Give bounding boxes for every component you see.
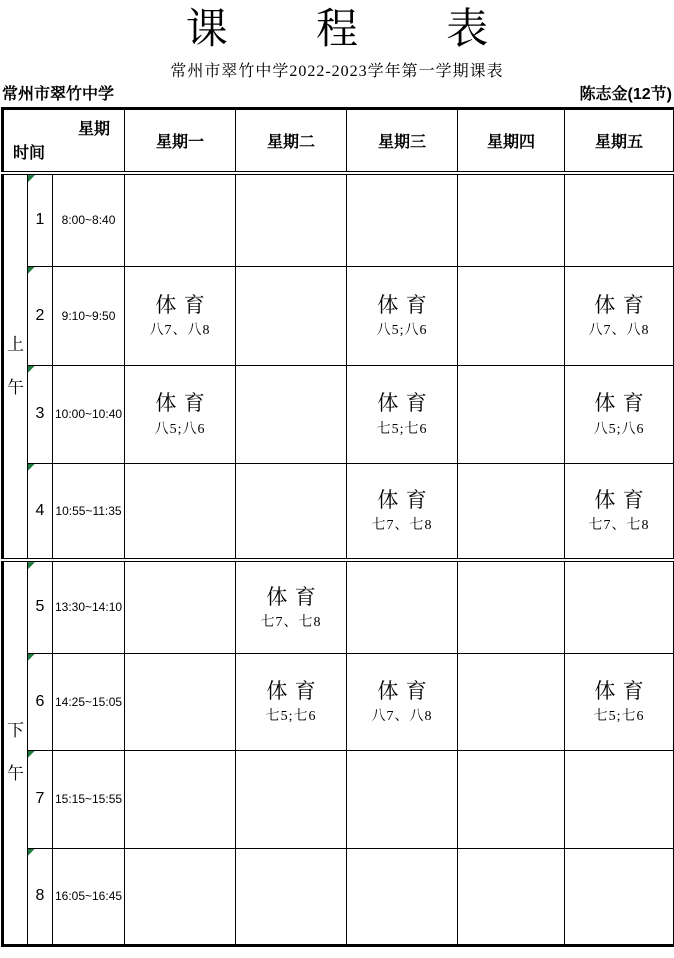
class-list-text: 七7、七8 [588,518,650,534]
class-list-text: 八5;八6 [376,323,428,339]
week-label: 星期 [78,120,111,138]
table-row [3,848,674,945]
subject-text: 体育 [377,678,435,703]
day-header-tuesday: 星期二 [236,108,347,173]
schedule-cell [125,266,236,365]
period-time: 16:05~16:45 [53,848,125,945]
info-row [0,85,674,104]
class-list-text: 七5;七6 [265,709,317,725]
table-row [3,173,674,266]
class-list-text: 八5;八6 [154,421,206,437]
schedule-cell [236,560,347,653]
schedule-cell [347,653,458,750]
school-name: 常州市翠竹中学 [2,86,115,104]
class-list-text: 八7、八8 [371,709,433,725]
schedule-cell [565,266,674,365]
schedule-cell [347,560,458,653]
table-row [3,750,674,848]
schedule-cell [565,750,674,848]
page-title: 课程表 [185,7,577,53]
period-number: 5 [28,560,53,653]
class-list-text: 八7、八8 [149,323,211,339]
subject-text: 体育 [266,584,324,609]
class-list-text: 七5;七6 [593,709,645,725]
schedule-cell [347,173,458,266]
schedule-cell [565,560,674,653]
day-header-thursday: 星期四 [458,108,565,173]
subject-text: 体育 [377,488,435,513]
day-header-friday: 星期五 [565,108,674,173]
subject-text: 体育 [594,678,652,703]
subject-text: 体育 [594,391,652,416]
schedule-cell [458,173,565,266]
period-time: 14:25~15:05 [53,653,125,750]
schedule-cell [236,848,347,945]
morning-label: 上午 [3,173,28,560]
schedule-cell [125,848,236,945]
schedule-cell [125,365,236,463]
green-triangle-icon [28,267,35,274]
schedule-cell [236,463,347,560]
green-triangle-icon [28,654,35,661]
schedule-cell [458,365,565,463]
green-triangle-icon [28,562,35,569]
table-row [3,560,674,653]
schedule-table [1,107,674,947]
subject-text: 体育 [266,678,324,703]
green-triangle-icon [28,366,35,373]
period-time: 15:15~15:55 [53,750,125,848]
schedule-cell [347,365,458,463]
corner-header [3,108,125,173]
schedule-cell [236,173,347,266]
day-header-monday: 星期一 [125,108,236,173]
schedule-cell [125,653,236,750]
table-row [3,463,674,560]
period-time: 10:55~11:35 [53,463,125,560]
schedule-cell [347,848,458,945]
schedule-cell [236,266,347,365]
schedule-cell [236,653,347,750]
subject-text: 体育 [377,391,435,416]
subject-text: 体育 [594,488,652,513]
period-number: 3 [28,365,53,463]
table-row [3,266,674,365]
schedule-cell [458,653,565,750]
afternoon-label: 下午 [3,560,28,945]
schedule-cell [458,463,565,560]
schedule-cell [125,173,236,266]
day-header-wednesday: 星期三 [347,108,458,173]
schedule-cell [125,463,236,560]
subject-text: 体育 [594,292,652,317]
schedule-cell [125,560,236,653]
period-number: 8 [28,848,53,945]
schedule-cell [565,173,674,266]
schedule-cell [347,750,458,848]
period-time: 10:00~10:40 [53,365,125,463]
green-triangle-icon [28,464,35,471]
class-list-text: 八5;八6 [593,421,645,437]
schedule-cell [347,463,458,560]
period-number: 1 [28,173,53,266]
schedule-cell [565,653,674,750]
schedule-cell [565,463,674,560]
subject-text: 体育 [155,391,213,416]
schedule-cell [236,750,347,848]
schedule-cell [458,750,565,848]
schedule-cell [458,560,565,653]
schedule-cell [125,750,236,848]
table-row [3,365,674,463]
period-number: 2 [28,266,53,365]
page-subtitle: 常州市翠竹中学2022-2023学年第一学期课表 [170,63,504,81]
green-triangle-icon [28,751,35,758]
schedule-cell [458,848,565,945]
table-row [3,653,674,750]
schedule-cell [565,848,674,945]
period-time: 9:10~9:50 [53,266,125,365]
green-triangle-icon [28,175,35,182]
period-number: 6 [28,653,53,750]
class-list-text: 八7、八8 [588,323,650,339]
class-list-text: 七7、七8 [260,614,322,630]
class-list-text: 七5;七6 [376,421,428,437]
schedule-cell [236,365,347,463]
class-list-text: 七7、七8 [371,518,433,534]
time-label: 时间 [13,145,46,163]
period-time: 13:30~14:10 [53,560,125,653]
schedule-cell [458,266,565,365]
period-time: 8:00~8:40 [53,173,125,266]
subject-text: 体育 [155,292,213,317]
schedule-cell [347,266,458,365]
period-number: 4 [28,463,53,560]
subject-text: 体育 [377,292,435,317]
teacher-info: 陈志金(12节) [579,86,672,104]
period-number: 7 [28,750,53,848]
schedule-cell [565,365,674,463]
header-row [3,108,674,173]
green-triangle-icon [28,849,35,856]
